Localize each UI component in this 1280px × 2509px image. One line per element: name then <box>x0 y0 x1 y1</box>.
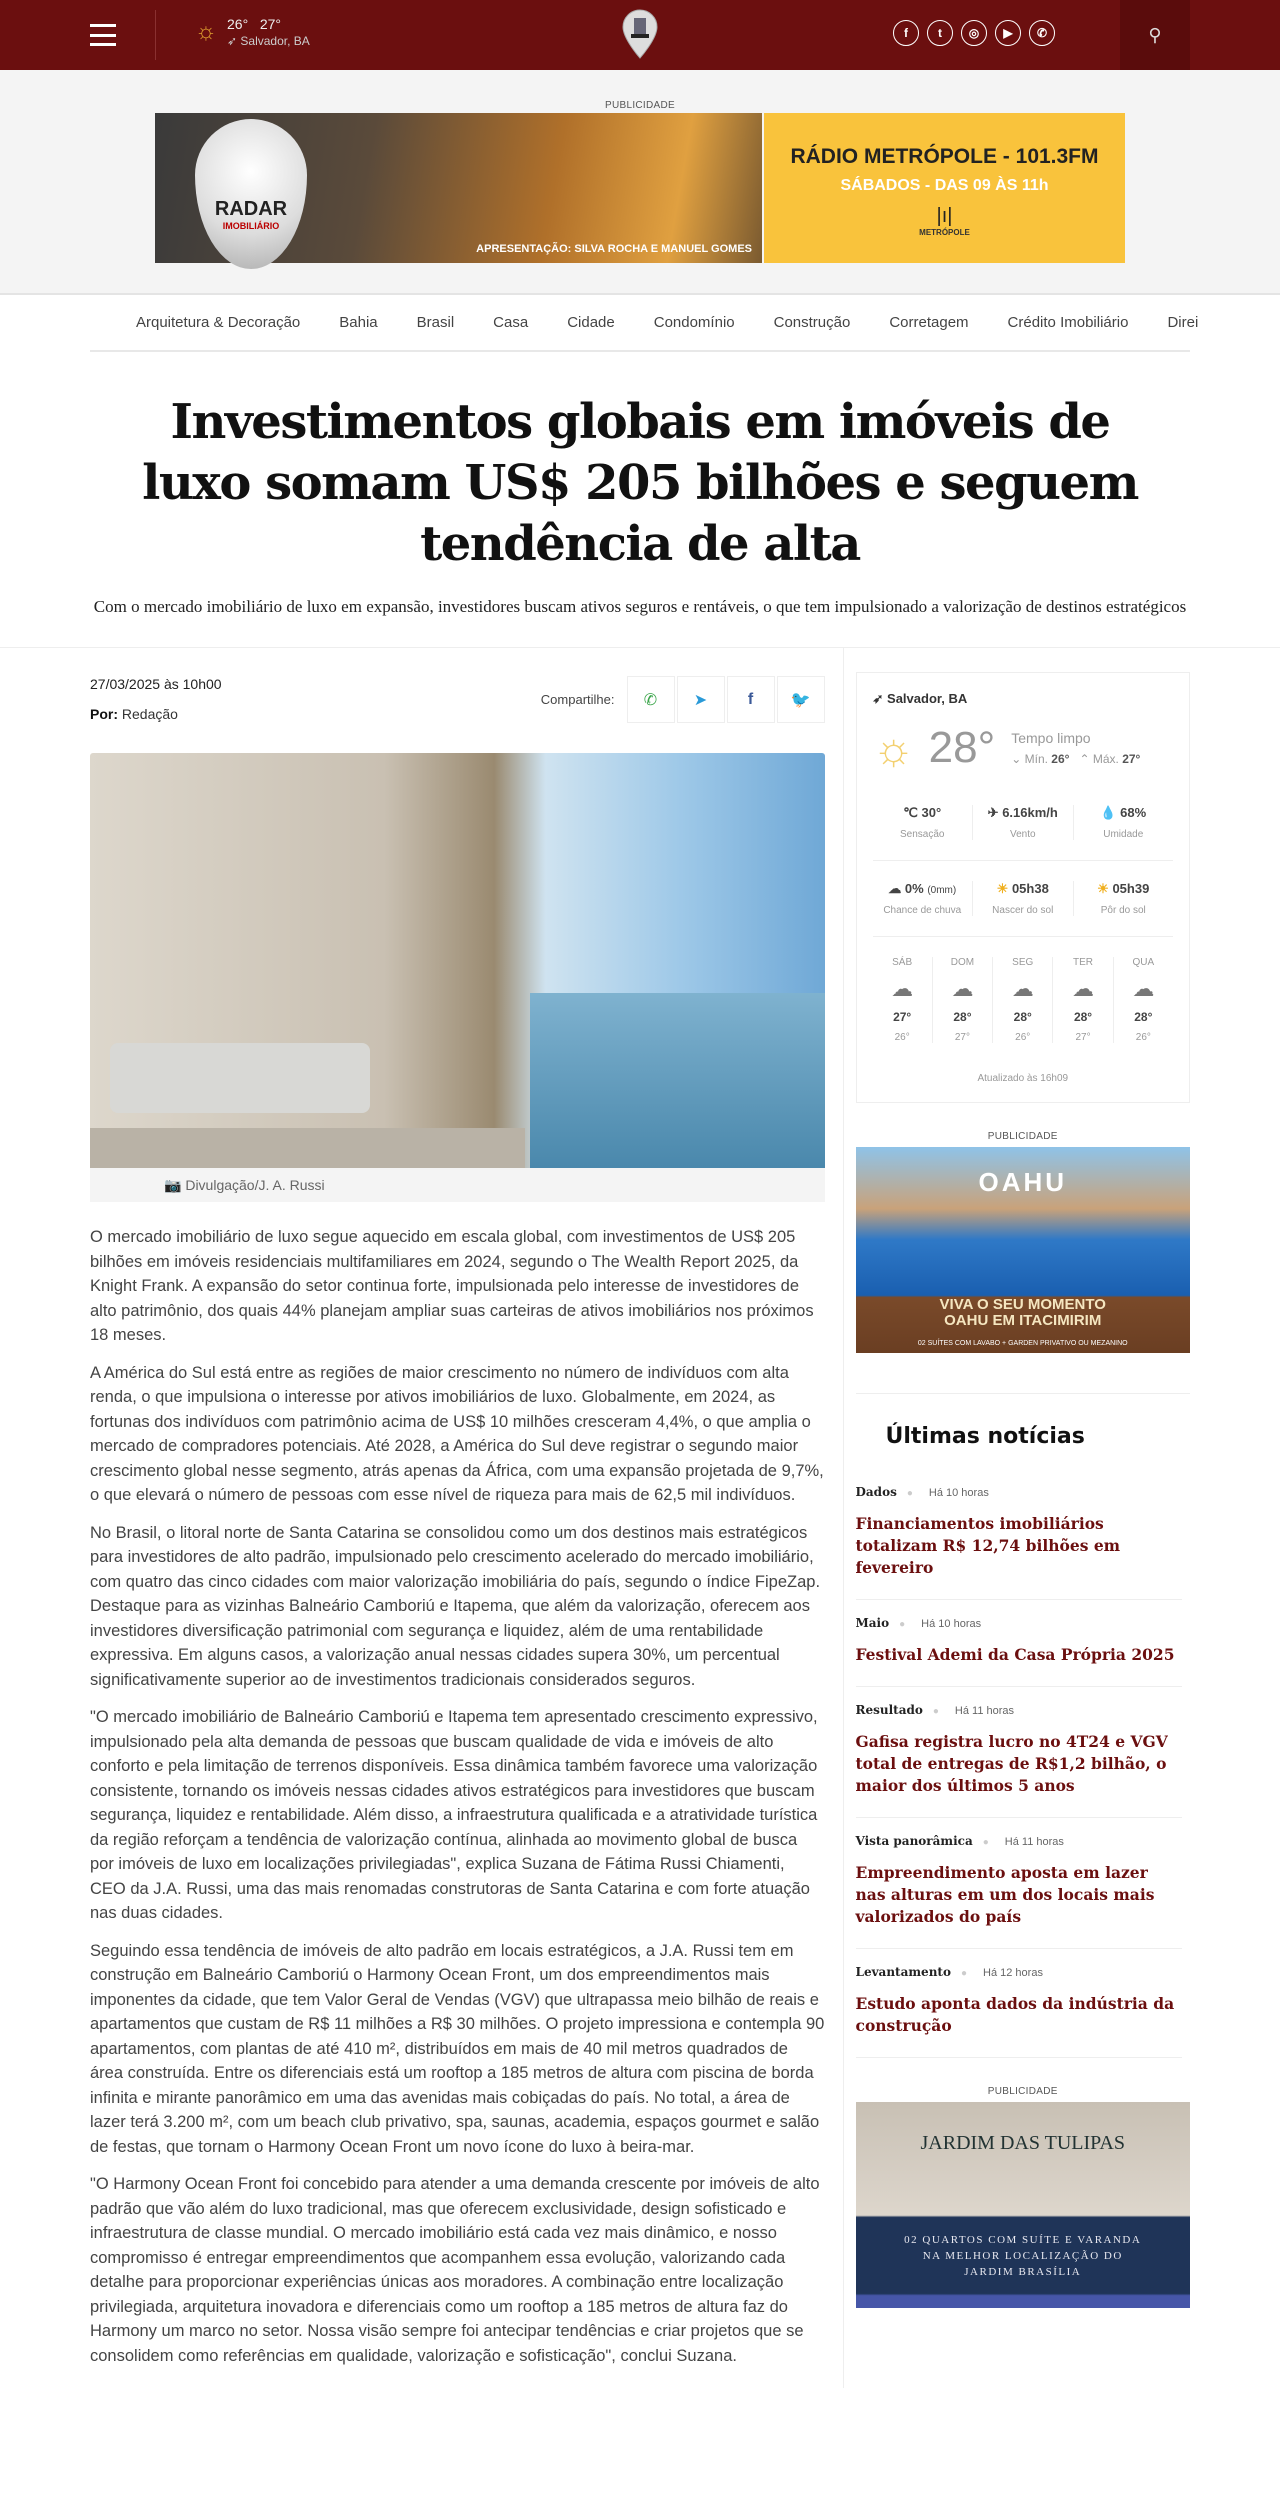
header-city: Salvador, BA <box>240 34 310 48</box>
news-item[interactable]: Levantamento ● Há 12 horas Estudo aponta dados da indústria da construção <box>856 1949 1183 2058</box>
site-header <box>0 0 1280 70</box>
article-header <box>0 352 1280 648</box>
share-label: Compartilhe: <box>540 692 615 707</box>
nav-item[interactable]: Direi <box>1167 314 1199 331</box>
search-button[interactable] <box>1120 0 1190 70</box>
rain-cloud-icon: ☁ <box>891 976 914 1001</box>
sidebar-ad-oahu[interactable]: PUBLICIDADE OAHU VIVA O SEU MOMENTO OAHU EM ITACIMIRIM 02 SUÍTES COM LAVABO + GARDEN PRIVATIVO OU MEZANINO <box>856 1131 1191 1353</box>
top-ad-section <box>0 70 1280 295</box>
sun-icon: ☼ <box>872 722 915 774</box>
radio-brand: METRÓPOLE <box>919 228 970 237</box>
news-item[interactable]: Dados ● Há 10 horas Financiamentos imobiliários totalizam R$ 12,74 bilhões em fevereiro <box>856 1469 1183 1600</box>
menu-icon[interactable] <box>90 24 116 46</box>
sidebar-ad-tulipas[interactable]: PUBLICIDADE JARDIM DAS TULIPAS 02 QUARTOS COM SUÍTE E VARANDA NA MELHOR LOCALIZAÇÃO DO JARDIM BRASÍLIA <box>856 2086 1191 2308</box>
ad-label: PUBLICIDADE <box>605 100 675 111</box>
nav-item[interactable]: Brasil <box>416 314 455 331</box>
min-temp: 26° <box>227 16 249 32</box>
rain-cloud-icon: ☁ <box>951 976 974 1001</box>
article-title: Investimentos globais em imóveis de luxo somam US$ 205 bilhões e seguem tendência de alta <box>142 394 1138 572</box>
weather-updated: Atualizado às 16h09 <box>977 1073 1069 1084</box>
news-item[interactable]: Vista panorâmica ● Há 11 horas Empreendimento aposta em lazer nas alturas em um dos locais mais valorizados do país <box>856 1818 1183 1949</box>
search-icon: ⚲ <box>1148 24 1162 45</box>
current-temp: 28° <box>928 723 996 772</box>
forecast-day: TER ☁ 28° 27° <box>1053 957 1113 1043</box>
article-main <box>90 648 825 2388</box>
paragraph: "O mercado imobiliário de Balneário Camboriú e Itapema tem apresentado crescimento expressivo, impulsionado pela alta demanda de pessoas que buscam qualidade de vida e imóveis de alto conforto e pela limitação de terrenos disponíveis. Essa dinâmica também favorece uma valorização consistente, tornando os imóveis nessas cidades ativos estratégicos para investidores que buscam segurança, liquidez e rentabilidade. Além disso, a infraestrutura qualificada e a atratividade turística da região reforçam a tendência de valorização contínua, alinhada ao movimento global de busca por imóveis de luxo em localizações privilegiadas", explica Suzana de Fátima Russi Chiamenti, CEO da J.A. Russi, uma das mais renomadas construtoras de Santa Catarina e com forte atuação nas duas cidades. <box>90 1708 818 1922</box>
nav-item[interactable]: Condomínio <box>653 314 735 331</box>
paragraph: O mercado imobiliário de luxo segue aquecido em escala global, com investimentos de US$ 205 bilhões em imóveis residenciais multifamiliares em 2024, segundo o The Wealth Report 2025, da Knight Frank. A expansão do setor continua forte, impulsionada pelo interesse de investidores de alto patrimônio, dos quais 44% planejam ampliar suas carteiras de ativos imobiliários nos próximos 18 meses. <box>90 1228 814 1344</box>
ad-radio <box>764 113 1125 263</box>
forecast-day: SEG ☁ 28° 26° <box>993 957 1053 1043</box>
weather-city: Salvador, BA <box>887 691 968 706</box>
max-temp: 27° <box>1122 752 1141 766</box>
thermometer-icon: ℃ <box>903 805 918 820</box>
ad-radar-image <box>155 113 762 263</box>
share-facebook-button[interactable]: f <box>727 676 775 723</box>
site-logo[interactable] <box>620 8 660 60</box>
share-telegram-button[interactable]: ➤ <box>677 676 725 723</box>
news-item[interactable]: Maio ● Há 10 horas Festival Ademi da Casa Própria 2025 <box>856 1600 1183 1687</box>
location-icon: ➶ <box>227 34 238 48</box>
ad-presenters: APRESENTAÇÃO: SILVA ROCHA E MANUEL GOMES <box>476 243 752 255</box>
category-nav <box>90 295 1199 352</box>
sun-icon: ☼ <box>195 18 217 45</box>
paragraph: "O Harmony Ocean Front foi concebido para atender a uma demanda crescente por imóveis de alto padrão que vão além do luxo tradicional, mas que oferecem exclusividade, design sofisticado e infraestrutura de classe mundial. O mercado imobiliário está cada vez mais dinâmico, e nosso compromisso é entregar empreendimentos que acompanhem essa evolução, valorizando cada detalhe para proporcionar experiências únicas aos moradores. A combinação entre localização privilegiada, arquitetura inovadora e diferenciais como um rooftop a 185 metros de altura faz do Harmony um marco no setor. Nossa visão sempre foi antecipar tendências e criar projetos que se consolidem como referências em qualidade, valorização e sofisticação", conclui Suzana. <box>90 2175 820 2365</box>
rain-cloud-icon: ☁ <box>1072 976 1095 1001</box>
nav-item[interactable]: Corretagem <box>889 314 969 331</box>
location-arrow-icon: ➶ <box>872 691 884 706</box>
radar-logo: RADAR IMOBILIÁRIO <box>195 119 307 269</box>
sunset-icon: ☀ <box>1097 881 1109 896</box>
rain-cloud-icon: ☁ <box>1011 976 1034 1001</box>
rain-cloud-icon: ☁ <box>888 881 902 896</box>
article-date: 27/03/2025 às 10h00 <box>90 676 222 692</box>
paragraph: No Brasil, o litoral norte de Santa Catarina se consolidou como um dos destinos mais estratégicos para investidores de alto padrão, impulsionado pelo crescimento acelerado do mercado imobiliário, com quatro das cinco cidades com maior valorização imobiliária do país, segundo o índice FipeZap. Destaque para as vizinhas Balneário Camboriú e Itapema, que além da valorização, oferecem aos investidores diversificação patrimonial com segurança e liquidez, além de uma rentabilidade expressiva. Em alguns casos, a valorização anual nessas cidades supera 30%, um percentual significativamente superior ao de investimentos tradicionais considerados seguros. <box>90 1523 821 1689</box>
divider <box>155 10 156 60</box>
nav-item[interactable]: Arquitetura & Decoração <box>136 314 301 331</box>
forecast-day: SÁB ☁ 27° 26° <box>873 957 933 1043</box>
header-weather[interactable] <box>195 16 310 48</box>
nav-item[interactable]: Cidade <box>567 314 615 331</box>
top-ad-banner[interactable] <box>155 113 1125 263</box>
weather-condition: Tempo limpo <box>1011 730 1091 746</box>
paragraph: Seguindo essa tendência de imóveis de alto padrão em locais estratégicos, a J.A. Russi tem em construção em Balneário Camboriú o Harmony Ocean Front, um dos empreendimentos mais imponentes da cidade, que tem Valor Geral de Vendas (VGV) que ultrapassa meio bilhão de reais e apartamentos que custam de R$ 11 milhões a R$ 30 milhões. O projeto impressiona e contempla 90 apartamentos, com plantas de até 410 m², distribuídos em mais de 40 mil metros quadrados de área construída. Entre os diferenciais está um rooftop a 185 metros de altura com piscina de borda infinita e mirante panorâmico em uma das avenidas mais cobiçadas do país. No total, a área de lazer terá 3.200 m², com um beach club privativo, spa, saunas, academia, espaços gourmet e salão de festas, que tornam o Harmony Ocean Front um novo ícone do luxo à beira-mar. <box>90 1941 825 2156</box>
latest-news <box>856 1393 1191 2058</box>
weather-widget: ➶ Salvador, BA ☼ 28° Tempo limpo ⌄ Mín. 26° ⌃ Máx. 27° ℃ 30° Sensação ✈ 6.16km/h Vento 💧 68% Umidade ☁ 0% (0mm) Chance de chuva ☀ 05h38 Nascer do sol ☀ 05h39 Pôr do sol SÁB ☁ 27° 26° DOM ☁ 28° 27° SEG ☁ 28° 26° TER ☁ 28° 27° QUA ☁ 28° 26° Atualizado às 16h09 <box>856 672 1191 1103</box>
forecast <box>873 937 1174 1043</box>
share-twitter-button[interactable]: 🐦 <box>777 676 825 723</box>
metropole-icon: |ı| <box>936 205 953 227</box>
article-body <box>90 1202 825 2388</box>
humidity-icon: 💧 <box>1100 805 1117 820</box>
youtube-icon[interactable]: ▶ <box>995 20 1021 46</box>
nav-item[interactable]: Crédito Imobiliário <box>1007 314 1129 331</box>
facebook-icon[interactable]: f <box>893 20 919 46</box>
rain-cloud-icon: ☁ <box>1132 976 1155 1001</box>
nav-item[interactable]: Construção <box>773 314 851 331</box>
nav-item[interactable]: Casa <box>493 314 529 331</box>
social-links <box>893 20 1055 46</box>
paragraph: A América do Sul está entre as regiões de maior crescimento no número de indivíduos com alta renda, o que impulsiona o interesse por ativos imobiliários de luxo. Globalmente, em 2024, as fortunas dos indivíduos com patrimônio acima de US$ 10 milhões cresceram 4,4%, o que amplia o mercado de compradores potenciais. Até 2028, a América do Sul deve registrar o segundo maior crescimento global nesse segmento, atrás apenas da África, com uma expansão projetada de 9,7%, o que elevará o número de pessoas com esse nível de riqueza para mais de 62,5 mil indivíduos. <box>90 1363 824 1504</box>
forecast-day: QUA ☁ 28° 26° <box>1114 957 1173 1043</box>
author: Redação <box>121 706 178 722</box>
share-bar <box>541 676 825 723</box>
article-subtitle: Com o mercado imobiliário de luxo em expansão, investidores buscam ativos seguros e rentáveis, o que tem impulsionado a valorização de destinos estratégicos <box>93 597 1187 616</box>
news-item[interactable]: Resultado ● Há 11 horas Gafisa registra lucro no 4T24 e VGV total de entregas de R$1,2 bilhão, o maior dos últimos 5 anos <box>856 1687 1183 1818</box>
instagram-icon[interactable]: ◎ <box>961 20 987 46</box>
forecast-day: DOM ☁ 28° 27° <box>933 957 993 1043</box>
sidebar <box>843 648 1191 2388</box>
share-whatsapp-button[interactable]: ✆ <box>627 676 675 723</box>
article-byline: Por: Redação <box>90 706 178 722</box>
nav-item[interactable]: Bahia <box>339 314 378 331</box>
sunrise-icon: ☀ <box>996 881 1009 896</box>
radio-name: RÁDIO METRÓPOLE - 101.3FM <box>790 145 1099 168</box>
twitter-icon[interactable]: t <box>927 20 953 46</box>
article-image <box>90 753 825 1168</box>
min-temp: 26° <box>1051 752 1070 766</box>
camera-icon: 📷 <box>164 1177 182 1193</box>
radio-schedule: SÁBADOS - DAS 09 ÀS 11h <box>840 177 1049 194</box>
image-caption: 📷 Divulgação/J. A. Russi <box>90 1168 825 1202</box>
max-temp: 27° <box>259 16 282 32</box>
wind-icon: ✈ <box>987 805 999 820</box>
latest-news-title: Últimas notícias <box>885 1424 1085 1449</box>
whatsapp-icon[interactable]: ✆ <box>1029 20 1055 46</box>
